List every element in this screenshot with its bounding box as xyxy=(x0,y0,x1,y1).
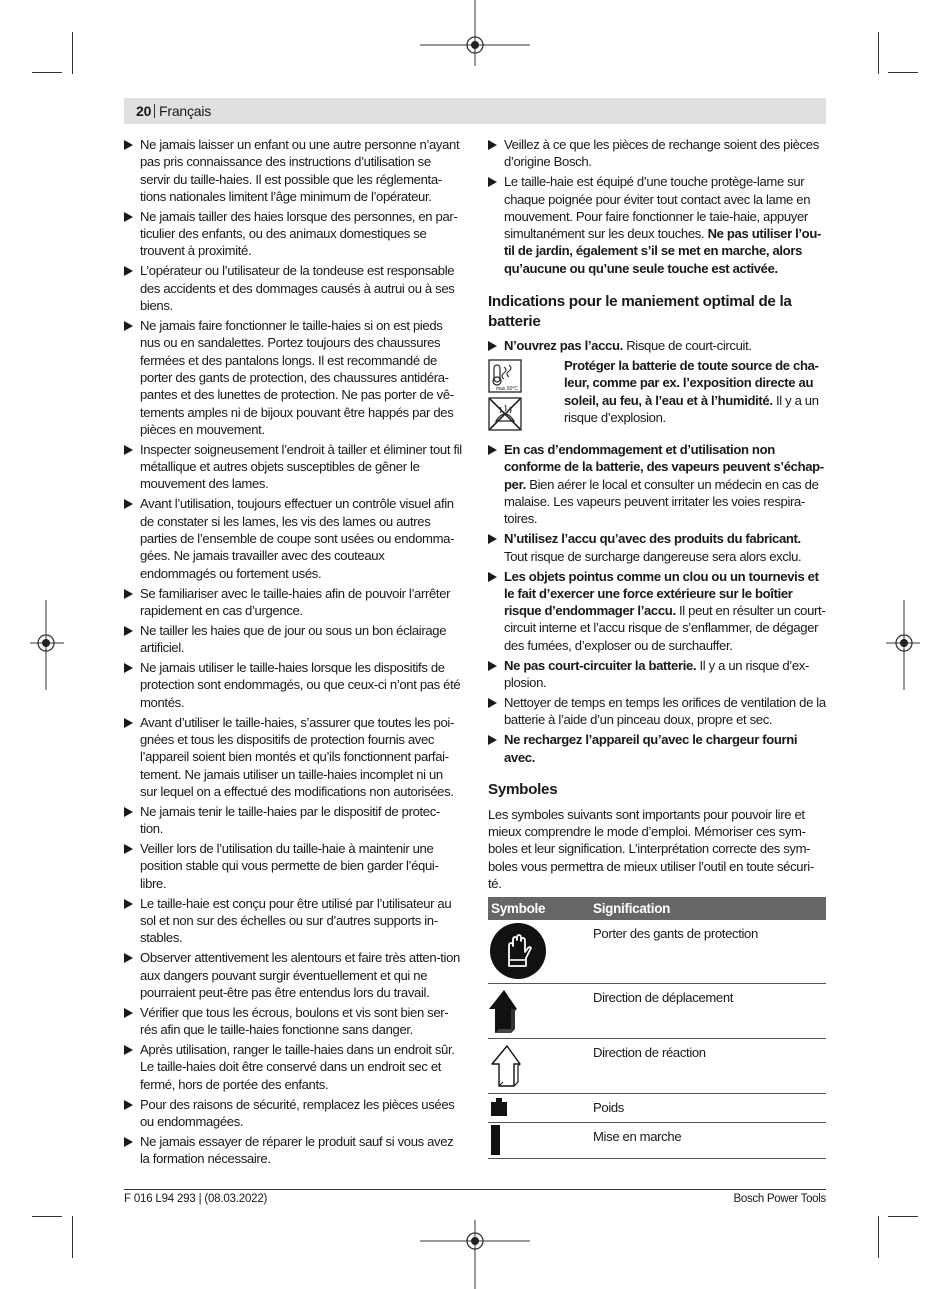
safety-item: Vérifier que tous les écrous, boulons et vis sont bien ser-rés afin que le taille-haies fonctionne sans danger. xyxy=(124,1004,462,1039)
safety-item: Ne tailler les haies que de jour ou sous un bon éclairage artificiel. xyxy=(124,622,462,657)
registration-mark-top xyxy=(420,0,530,70)
safety-item: Veiller lors de l’utilisation du taille-haie à maintenir une position stable qui vous permette de bien garder l’équi-libre. xyxy=(124,840,462,892)
registration-mark-right xyxy=(886,600,920,690)
symbol-column-header: Symbole xyxy=(488,897,590,920)
bullet-arrow-icon xyxy=(124,663,133,673)
safety-item: Se familiariser avec le taille-haies afin de pouvoir l’arrêter rapidement en cas d’urgence. xyxy=(124,585,462,620)
bullet-arrow-icon xyxy=(124,140,133,150)
footer-brand: Bosch Power Tools xyxy=(733,1193,826,1205)
left-column xyxy=(124,136,462,1170)
safety-item: Avant d’utiliser le taille-haies, s’assurer que toutes les poi-gnées et tous les dispositifs de protection fournis avec l’appareil soient bien montés et qu’ils fonctionnent parfai-tement. Ne jamais utiliser un taille-haies incomplet ni un sur lequel on a effectué des modifications non autorisées. xyxy=(124,714,462,800)
symbols-intro: Les symboles suivants sont importants pour pouvoir lire et mieux comprendre le mode d’emploi. Mémoriser ces sym-boles et leur signification. L’interprétation correcte des sym-boles vous permettra de mieux utiliser l’outil en toute sécuri-té. xyxy=(488,806,814,892)
heat-warning xyxy=(488,357,826,439)
page-number: 20 xyxy=(136,103,152,119)
registration-mark-left xyxy=(30,600,64,690)
safety-item: Ne jamais faire fonctionner le taille-haies si on est pieds nus ou en sandalettes. Portez toujours des chaussures fermées et des pantalons longs. Il est recommandé de porter des gants de protection, des chaussures antidéra-pantes et des lunettes de protection. Ne pas porter de vê-tements amples ni de bijoux pouvant être happés par des pièces en mouvement. xyxy=(124,317,462,438)
crop-mark xyxy=(32,72,62,73)
symbol-table xyxy=(488,897,826,1159)
bullet-arrow-icon xyxy=(124,321,133,331)
safety-item: Le taille-haie est conçu pour être utilisé par l’utilisateur au sol et non sur des échelles ou sur d’autres supports in-stables. xyxy=(124,895,462,947)
bullet-arrow-icon xyxy=(488,177,497,187)
bullet-arrow-icon xyxy=(124,626,133,636)
battery-item: N’utilisez l’accu qu’avec des produits du fabricant. Tout risque de surcharge dangereuse sera alors exclu. xyxy=(488,530,826,565)
battery-heading: Indications pour le maniement optimal de la batterie xyxy=(488,293,792,331)
bullet-arrow-icon xyxy=(488,698,497,708)
bullet-arrow-icon xyxy=(488,534,497,544)
symbol-meaning: Mise en marche xyxy=(590,1123,826,1159)
crop-mark xyxy=(32,1216,62,1217)
bullet-arrow-icon xyxy=(488,572,497,582)
table-row xyxy=(488,1123,826,1159)
table-row xyxy=(488,1094,826,1123)
safety-item: Avant l’utilisation, toujours effectuer un contrôle visuel afin de constater si les lames, les vis des lames ou autres parties de l’ensemble de coupe sont usées ou endomma-gées. Ne jamais travailler avec des couteaux endommagés ou fortement usés. xyxy=(124,495,462,581)
switch-on-icon xyxy=(489,1125,505,1155)
battery-item: Ne pas court-circuiter la batterie. Il y a un risque d’ex-plosion. xyxy=(488,657,826,692)
bullet-arrow-icon xyxy=(124,499,133,509)
symbol-meaning: Direction de réaction xyxy=(590,1039,826,1094)
bullet-arrow-icon xyxy=(488,661,497,671)
footer-doc-id: F 016 L94 293 | (08.03.2022) xyxy=(124,1193,268,1205)
bullet-arrow-icon xyxy=(124,1137,133,1147)
battery-item: Ne rechargez l’appareil qu’avec le chargeur fourni avec. xyxy=(488,731,826,766)
heat-warning-icon xyxy=(488,359,522,393)
solid-arrow-up-icon xyxy=(489,987,529,1035)
registration-mark-bottom xyxy=(420,1220,530,1289)
safety-item: Ne jamais tenir le taille-haies par le dispositif de protec-tion. xyxy=(124,803,462,838)
bullet-arrow-icon xyxy=(124,953,133,963)
battery-item: Les objets pointus comme un clou ou un tournevis et le fait d’exercer une force extérieure sur le boîtier risque d’endommager l’accu. Il peut en résulter un court-circuit interne et l’accu risque de s’enflammer, de dégager des fumées, d’exploser ou de surchauffer. xyxy=(488,568,826,654)
heat-warning-text: Protéger la batterie de toute source de cha-leur, comme par ex. l’exposition directe au soleil, au feu, à l’eau et à l’humidité. Il y a un risque d’explosion. xyxy=(564,358,819,425)
no-water-icon xyxy=(488,397,522,431)
crop-mark xyxy=(878,32,879,74)
safety-item: Ne jamais tailler des haies lorsque des personnes, en par-ticulier des enfants, ou des animaux domestiques se trouvent à proximité. xyxy=(124,208,462,260)
bullet-arrow-icon xyxy=(488,445,497,455)
table-row xyxy=(488,920,826,984)
bullet-arrow-icon xyxy=(488,341,497,351)
safety-item: Observer attentivement les alentours et faire très atten-tion aux dangers pouvant surgir éventuellement et qui ne pourraient peut-être pas être entendus lors du travail. xyxy=(124,949,462,1001)
safety-item: Ne jamais laisser un enfant ou une autre personne n’ayant pas pris connaissance des instructions d’utilisation se servir du taille-haies. Il est possible que les réglementa-tions nationales limitent l’âge minimum de l’opérateur. xyxy=(124,136,462,205)
right-column xyxy=(488,136,826,892)
crop-mark xyxy=(72,32,73,74)
battery-item: Nettoyer de temps en temps les orifices de ventilation de la batterie à l’aide d’un pinceau doux, propre et sec. xyxy=(488,694,826,729)
safety-item: Ne jamais utiliser le taille-haies lorsque les dispositifs de protection sont endommagés, ou que ceux-ci n’ont pas été montés. xyxy=(124,659,462,711)
battery-item: N’ouvrez pas l’accu. Risque de court-circuit. xyxy=(488,337,826,354)
symbols-heading: Symboles xyxy=(488,780,558,798)
safety-item: Après utilisation, ranger le taille-haies dans un endroit sûr. Le taille-haies doit être conservé dans un endroit sec et fermé, hors de portée des enfants. xyxy=(124,1041,462,1093)
meaning-column-header: Signification xyxy=(590,897,826,920)
safety-item: Le taille-haie est équipé d’une touche protège-lame sur chaque poignée pour éviter tout contact avec la lame en mouvement. Pour faire fonctionner le taie-haie, appuyer simultanément sur les deux touches. Ne pas utiliser l’ou-til de jardin, également s’il se met en marche, alors qu’aucune ou qu’une seule touche est activée. xyxy=(488,173,826,277)
crop-mark xyxy=(878,1216,879,1258)
bullet-arrow-icon xyxy=(124,718,133,728)
crop-mark xyxy=(72,1216,73,1258)
symbol-meaning: Direction de déplacement xyxy=(590,984,826,1039)
safety-item: Pour des raisons de sécurité, remplacez les pièces usées ou endommagées. xyxy=(124,1096,462,1131)
bullet-arrow-icon xyxy=(124,1045,133,1055)
bullet-arrow-icon xyxy=(124,445,133,455)
safety-item: Ne jamais essayer de réparer le produit sauf si vous avez la formation nécessaire. xyxy=(124,1133,462,1168)
bullet-arrow-icon xyxy=(124,212,133,222)
header-separator xyxy=(154,104,155,118)
bullet-arrow-icon xyxy=(124,1008,133,1018)
bullet-arrow-icon xyxy=(124,1100,133,1110)
bullet-arrow-icon xyxy=(488,140,497,150)
table-row xyxy=(488,1039,826,1094)
battery-item: En cas d’endommagement et d’utilisation non conforme de la batterie, des vapeurs peuvent s’échap-per. Bien aérer le local et consulter un médecin en cas de malaise. Les vapeurs peuvent irritater les voies respira-toires. xyxy=(488,441,826,527)
page-header xyxy=(124,98,826,124)
bullet-arrow-icon xyxy=(124,589,133,599)
gloves-icon xyxy=(489,922,547,980)
bullet-arrow-icon xyxy=(488,735,497,745)
weight-icon xyxy=(489,1096,511,1118)
outline-arrow-up-icon xyxy=(489,1042,529,1090)
symbol-meaning: Porter des gants de protection xyxy=(590,920,826,984)
header-language: Français xyxy=(159,103,212,119)
bullet-arrow-icon xyxy=(124,266,133,276)
table-row xyxy=(488,984,826,1039)
bullet-arrow-icon xyxy=(124,844,133,854)
bullet-arrow-icon xyxy=(124,899,133,909)
crop-mark xyxy=(888,72,918,73)
symbol-meaning: Poids xyxy=(590,1094,826,1123)
bullet-arrow-icon xyxy=(124,807,133,817)
safety-item: L’opérateur ou l’utilisateur de la tondeuse est responsable des accidents et des dommages causés à autrui ou à ses biens. xyxy=(124,262,462,314)
footer-rule xyxy=(124,1189,826,1190)
heat-icon-label: max.50°C xyxy=(495,386,519,393)
symbol-table-header xyxy=(488,897,826,920)
safety-item: Inspecter soigneusement l’endroit à tailler et éliminer tout fil métallique et autres objets susceptibles de gêner le mouvement des lames. xyxy=(124,441,462,493)
safety-item: Veillez à ce que les pièces de rechange soient des pièces d’origine Bosch. xyxy=(488,136,826,171)
crop-mark xyxy=(888,1216,918,1217)
